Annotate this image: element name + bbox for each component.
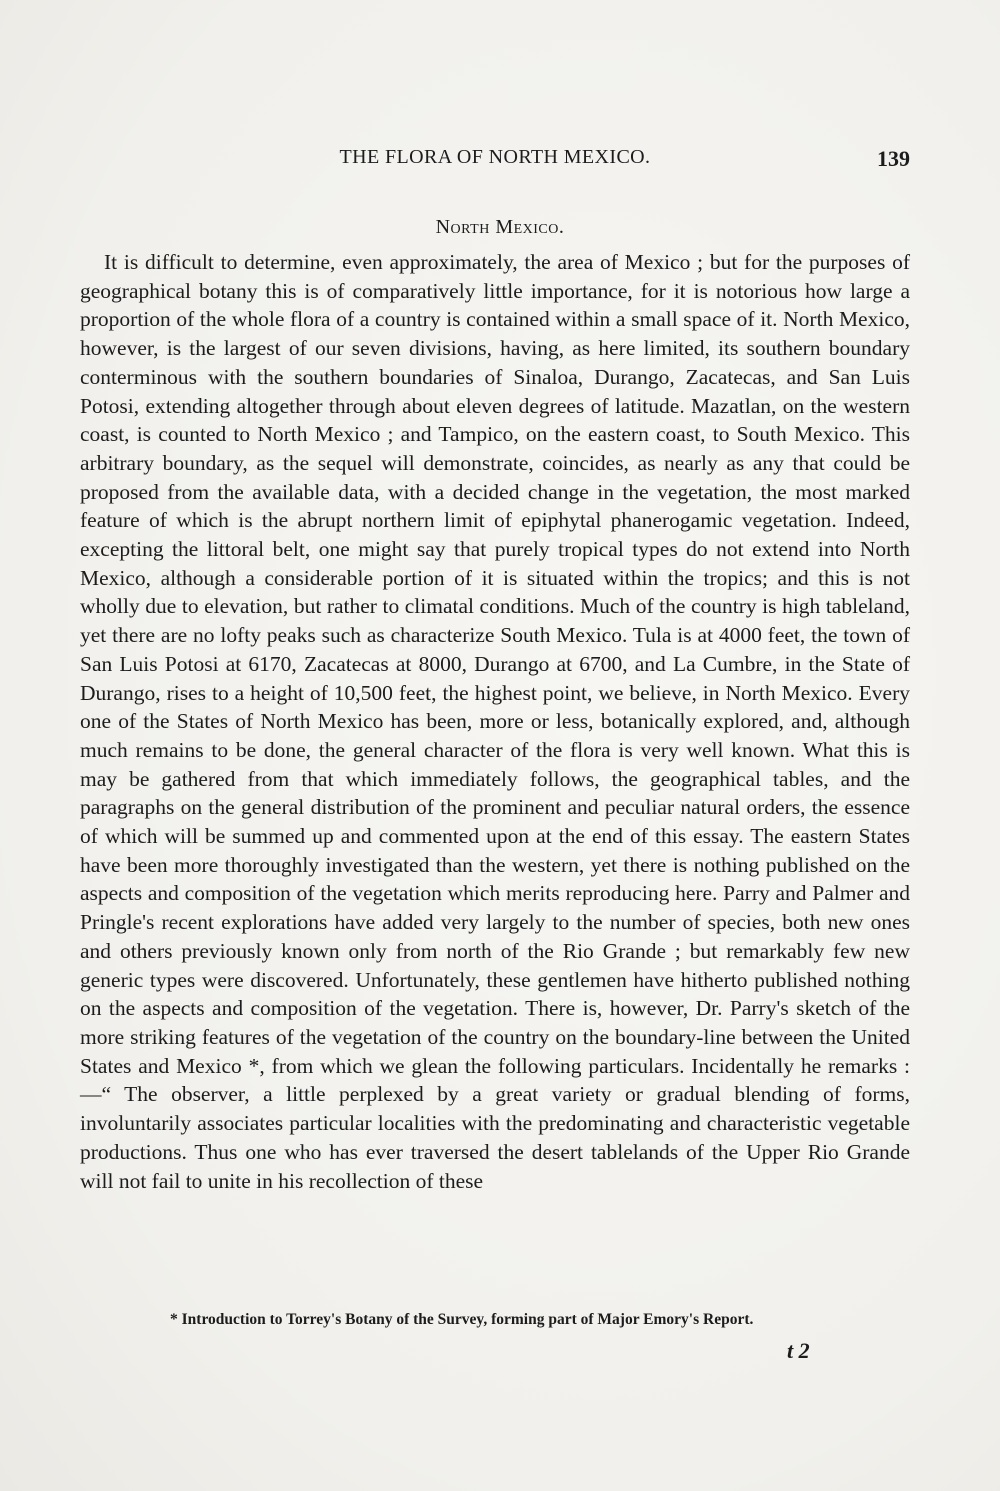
section-heading: North Mexico.: [435, 216, 565, 238]
signature-mark: t 2: [787, 1338, 810, 1363]
running-title: THE FLORA OF NORTH MEXICO.: [339, 146, 651, 168]
footnote: * Introduction to Torrey's Botany of the Survey, forming part of Major Emory's Report.: [170, 1311, 754, 1328]
running-head: [80, 146, 910, 176]
page-number: 139: [877, 146, 910, 171]
body-paragraph: It is difficult to determine, even approximately, the area of Mexico ; but for the purposes of geographical botany this is of comparatively little importance, for it is notorious how large a proportion of the whole flora of a country is contained within a small space of it. North Mexico, however, is the largest of our seven divisions, having, as here limited, its southern boundary conterminous with the southern boundaries of Sinaloa, Durango, Zacatecas, and San Luis Potosi, extending altogether through about eleven degrees of latitude. Mazatlan, on the western coast, is counted to North Mexico ; and Tampico, on the eastern coast, to South Mexico. This arbitrary boundary, as the sequel will demonstrate, coincides, as nearly as any that could be proposed from the available data, with a decided change in the vegetation, the most marked feature of which is the abrupt northern limit of epiphytal phanerogamic vegetation. Indeed, excepting the littoral belt, one might say that purely tropical types do not extend into North Mexico, although a considerable portion of it is situated within the tropics; and this is not wholly due to elevation, but rather to climatal conditions. Much of the country is high tableland, yet there are no lofty peaks such as characterize South Mexico. Tula is at 4000 feet, the town of San Luis Potosi at 6170, Zacatecas at 8000, Durango at 6700, and La Cumbre, in the State of Durango, rises to a height of 10,500 feet, the highest point, we believe, in North Mexico. Every one of the States of North Mexico has been, more or less, botanically explored, and, although much remains to be done, the general character of the flora is very well known. What this is may be gathered from that which immediately follows, the geographical tables, and the paragraphs on the general distribution of the prominent and peculiar natural orders, the essence of which will be summed up and commented upon at the end of this essay. The eastern States have been more thoroughly investigated than the western, yet there is nothing published on the aspects and composition of the vegetation which merits reproducing here. Parry and Palmer and Pringle's recent explorations have added very largely to the number of species, both new ones and others previously known only from north of the Rio Grande ; but remarkably few new generic types were discovered. Unfortunately, these gentlemen have hitherto published nothing on the aspects and composition of the vegetation. There is, however, Dr. Parry's sketch of the more striking features of the vegetation of the country on the boundary-line between the United States and Mexico *, from which we glean the following particulars. Incidentally he remarks :—“ The observer, a little perplexed by a great variety or gradual blending of forms, involuntarily associates particular localities with the predominating and characteristic vegetable productions. Thus one who has ever traversed the desert tablelands of the Upper Rio Grande will not fail to unite in his recollection of these: [80, 250, 910, 1193]
